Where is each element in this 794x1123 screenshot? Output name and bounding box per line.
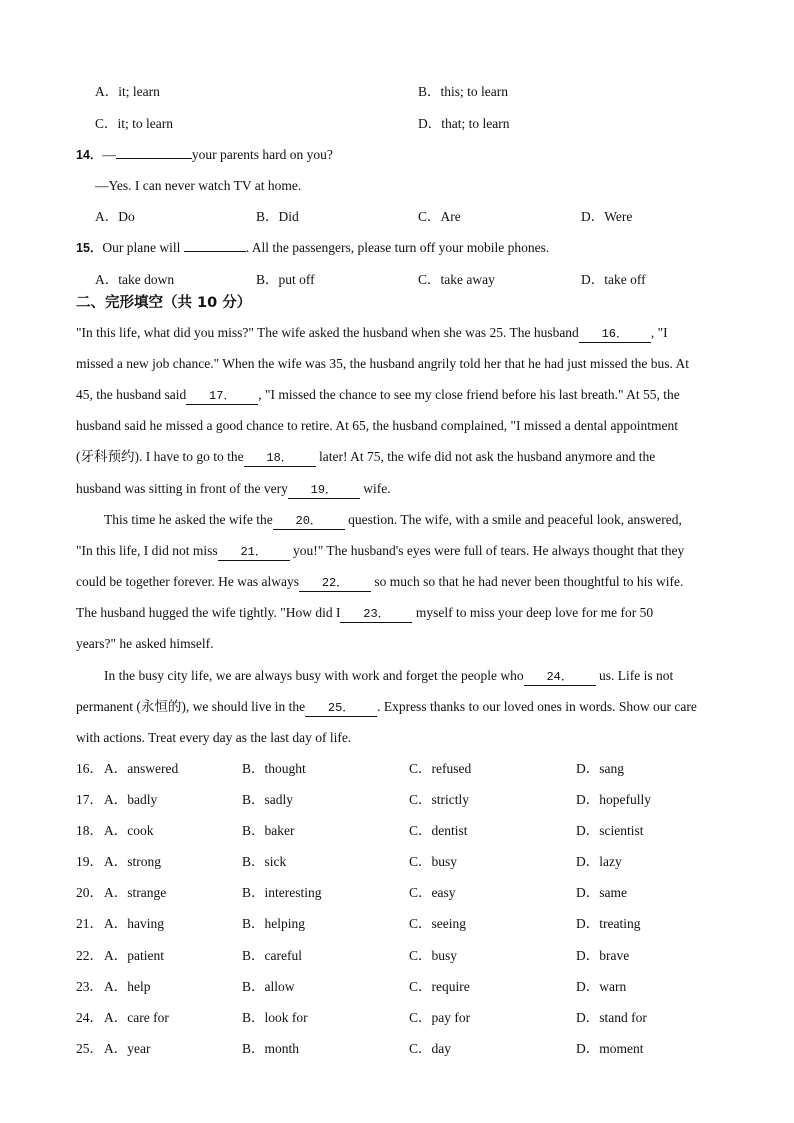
choice-option-d: D．treating — [576, 916, 641, 931]
passage-text: , "I missed the chance to see my close friend before his last breath." At 55, the — [258, 387, 680, 402]
choice-option-b: B．careful — [242, 948, 302, 963]
choice-option-c: C．seeing — [409, 916, 466, 931]
passage-text: question. The wife, with a smile and peaceful look, answered, — [344, 512, 682, 527]
passage-text: , "I — [650, 325, 668, 340]
passage-text: . Express thanks to our loved ones in words. Show our care — [377, 699, 697, 714]
passage-text: missed a new job chance." When the wife was 35, the husband angrily told her that he had just missed the bus. At — [76, 356, 690, 371]
passage-text: could be together forever. He was always — [76, 574, 300, 589]
passage-line-12 — [0, 660, 794, 691]
choice-option-c: C．refused — [409, 761, 472, 776]
q14-stem — [0, 139, 794, 170]
choice-row-19 — [0, 846, 794, 877]
blank-18 — [244, 449, 316, 467]
q14-reply-text: —Yes. I can never watch TV at home. — [95, 178, 302, 193]
passage-text: us. Life is not — [595, 668, 674, 683]
q13-options-row-1 — [0, 76, 794, 107]
q14-option-a: A．Do — [95, 209, 135, 224]
blank-16-number: 16． — [601, 327, 629, 341]
blank-17 — [186, 387, 258, 405]
blank-25 — [305, 699, 377, 717]
q15-stem-pre: Our plane will — [102, 240, 181, 255]
choice-option-a: A．care for — [104, 1010, 169, 1025]
q14-options — [0, 201, 794, 232]
choice-row-23 — [0, 971, 794, 1002]
q13-options-row-2 — [0, 108, 794, 139]
blank-20-number: 20． — [295, 514, 322, 528]
choice-option-a: A．help — [104, 979, 151, 994]
choice-option-a: A．answered — [104, 761, 179, 776]
choice-option-c: C．pay for — [409, 1010, 471, 1025]
blank-20 — [273, 512, 345, 530]
blank-17-number: 17． — [209, 389, 236, 403]
choice-option-b: B．helping — [242, 916, 305, 931]
blank-18-number: 18． — [266, 451, 293, 465]
choice-option-c: C．busy — [409, 948, 458, 963]
choice-option-a: A．patient — [104, 948, 164, 963]
passage-text: years?" he asked himself. — [76, 636, 214, 651]
choice-option-d: D．moment — [576, 1041, 644, 1056]
passage-text: myself to miss your deep love for me for 50 — [412, 605, 654, 620]
choice-row-18 — [0, 815, 794, 846]
choice-option-c: C．dentist — [409, 823, 468, 838]
blank-19-number: 19． — [310, 483, 338, 497]
passage-text: you!" The husband's eyes were full of tears. He always thought that they — [289, 543, 685, 558]
choice-option-a: A．having — [104, 916, 164, 931]
choice-number: 22． — [76, 948, 103, 963]
choice-option-b: B．sadly — [242, 792, 294, 807]
q15-option-a: A．take down — [95, 272, 175, 287]
choice-number: 18． — [76, 823, 103, 838]
blank-19 — [288, 481, 360, 499]
blank-21 — [218, 543, 290, 561]
choice-number: 24． — [76, 1010, 103, 1025]
passage-text: wife. — [359, 481, 391, 496]
choice-row-16 — [0, 753, 794, 784]
choice-option-b: B．allow — [242, 979, 295, 994]
choice-number: 21． — [76, 916, 103, 931]
passage-text: This time he asked the wife the — [104, 512, 273, 527]
blank-21-number: 21． — [240, 545, 267, 559]
passage-line-14 — [0, 722, 794, 753]
passage-line-11 — [0, 628, 794, 659]
choice-row-25 — [0, 1033, 794, 1064]
choice-option-d: D．same — [576, 885, 627, 900]
choice-option-b: B．month — [242, 1041, 300, 1056]
choice-number: 17． — [76, 792, 103, 807]
q14-option-c: C．Are — [418, 209, 461, 224]
choice-option-d: D．hopefully — [576, 792, 651, 807]
passage-text: (牙科预约). I have to go to the — [76, 449, 244, 464]
blank-16 — [579, 325, 651, 343]
choice-option-d: D．stand for — [576, 1010, 647, 1025]
blank-23 — [340, 605, 412, 623]
passage-line-2 — [0, 348, 794, 379]
q15-stem-post: . All the passengers, please turn off your mobile phones. — [245, 240, 550, 255]
passage-text: later! At 75, the wife did not ask the husband anymore and the — [315, 449, 656, 464]
choice-option-a: A．strange — [104, 885, 167, 900]
passage-text: In the busy city life, we are always busy with work and forget the people who — [104, 668, 524, 683]
choice-row-17 — [0, 784, 794, 815]
q13-option-c: C．it; to learn — [95, 116, 173, 131]
blank-24-number: 24． — [546, 670, 573, 684]
q15-option-c: C．take away — [418, 272, 495, 287]
choice-option-d: D．sang — [576, 761, 624, 776]
choice-option-d: D．scientist — [576, 823, 644, 838]
choice-option-b: B．interesting — [242, 885, 322, 900]
passage-line-10 — [0, 597, 794, 628]
passage-text: so much so that he had never been thoughtful to his wife. — [371, 574, 684, 589]
blank-23-number: 23． — [363, 607, 390, 621]
passage-line-6 — [0, 473, 794, 504]
choice-option-a: A．strong — [104, 854, 161, 869]
choice-option-c: C．require — [409, 979, 470, 994]
choice-option-c: C．day — [409, 1041, 451, 1056]
section-2-title: 二、完形填空（共 10 分） — [76, 295, 252, 311]
q14-stem-pre: — — [102, 147, 116, 162]
choice-option-b: B．look for — [242, 1010, 308, 1025]
choice-number: 23． — [76, 979, 103, 994]
q14-blank — [116, 158, 192, 159]
choice-option-b: B．baker — [242, 823, 295, 838]
q15-number: 15． — [76, 241, 103, 255]
choice-option-b: B．thought — [242, 761, 306, 776]
q14-reply — [0, 170, 794, 201]
choice-number: 16． — [76, 761, 103, 776]
choice-number: 25． — [76, 1041, 103, 1056]
passage-line-9 — [0, 566, 794, 597]
passage-line-1 — [0, 317, 794, 348]
q15-option-b: B．put off — [256, 272, 315, 287]
passage-text: permanent (永恒的), we should live in the — [76, 699, 306, 714]
q13-option-d: D．that; to learn — [418, 116, 510, 131]
passage-line-5 — [0, 441, 794, 472]
blank-22 — [299, 574, 371, 592]
choice-option-d: D．lazy — [576, 854, 622, 869]
q15-option-d: D．take off — [581, 272, 646, 287]
passage-line-7 — [0, 504, 794, 535]
passage-text: The husband hugged the wife tightly. "How did I — [76, 605, 341, 620]
choice-option-c: C．busy — [409, 854, 458, 869]
blank-25-number: 25． — [327, 701, 355, 715]
q15-stem — [0, 232, 794, 263]
choice-option-c: C．strictly — [409, 792, 469, 807]
passage-line-4 — [0, 410, 794, 441]
choice-option-d: D．brave — [576, 948, 630, 963]
choice-option-a: A．cook — [104, 823, 154, 838]
q14-number: 14． — [76, 148, 103, 162]
passage-line-8 — [0, 535, 794, 566]
passage-line-13 — [0, 691, 794, 722]
blank-24 — [524, 668, 596, 686]
choice-row-24 — [0, 1002, 794, 1033]
blank-22-number: 22． — [321, 576, 349, 590]
choice-option-a: A．year — [104, 1041, 151, 1056]
passage-text: "In this life, I did not miss — [76, 543, 218, 558]
choice-number: 19． — [76, 854, 103, 869]
q13-option-a: A．it; learn — [95, 84, 160, 99]
passage-text: husband was sitting in front of the very — [76, 481, 288, 496]
passage-line-3 — [0, 379, 794, 410]
passage-text: 45, the husband said — [76, 387, 187, 402]
q14-option-b: B．Did — [256, 209, 299, 224]
q14-option-d: D．Were — [581, 209, 633, 224]
q13-option-b: B．this; to learn — [418, 84, 508, 99]
choice-row-20 — [0, 877, 794, 908]
q15-blank — [184, 251, 246, 252]
choice-option-c: C．easy — [409, 885, 456, 900]
choice-option-a: A．badly — [104, 792, 158, 807]
passage-text: "In this life, what did you miss?" The wife asked the husband when she was 25. The husband — [76, 325, 579, 340]
q14-stem-post: your parents hard on you? — [191, 147, 333, 162]
passage-text: husband said he missed a good chance to retire. At 65, the husband complained, "I missed a dental appointment — [76, 418, 678, 433]
passage-text: with actions. Treat every day as the last day of life. — [76, 730, 352, 745]
choice-row-21 — [0, 908, 794, 939]
choice-option-b: B．sick — [242, 854, 287, 869]
choice-number: 20． — [76, 885, 103, 900]
section-2-header — [0, 288, 794, 319]
choice-row-22 — [0, 940, 794, 971]
choice-option-d: D．warn — [576, 979, 627, 994]
